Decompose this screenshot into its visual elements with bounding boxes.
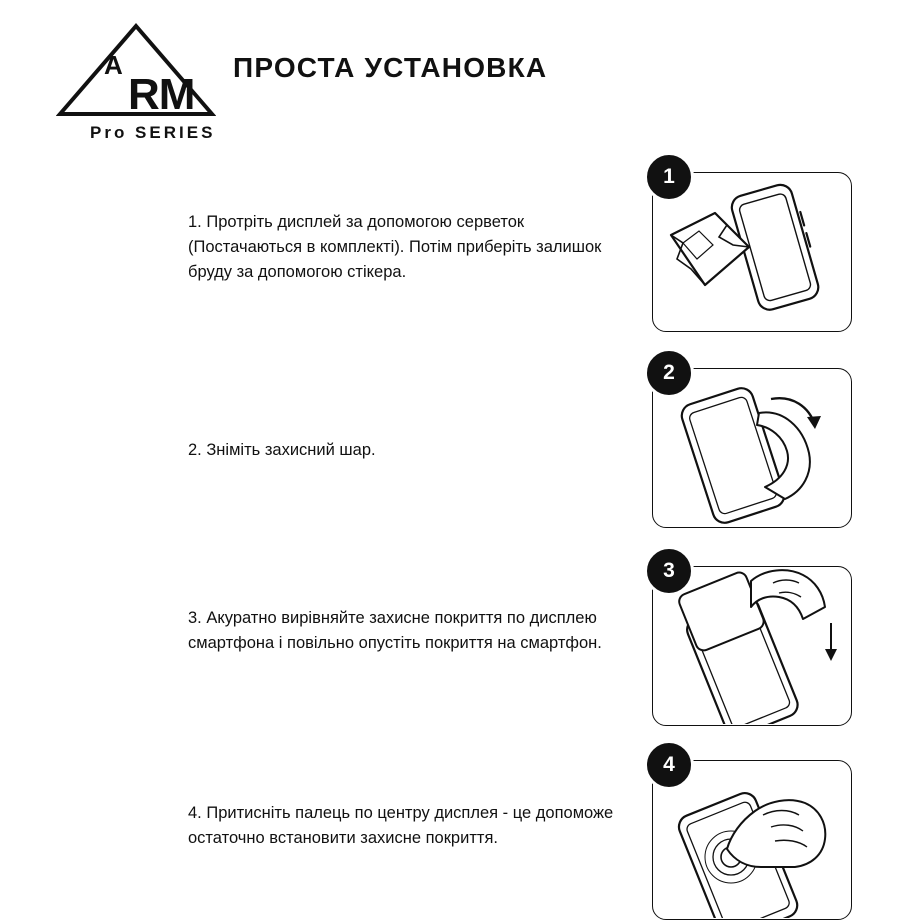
logo-tagline: Pro SERIES xyxy=(90,123,216,142)
logo-letter-a: A xyxy=(104,50,123,80)
brand-logo xyxy=(56,22,216,142)
step-3-text: 3. Акуратно вирівняйте захисне покриття по дисплею смартфона і повільно опустіть покриття на смартфон. xyxy=(188,609,602,652)
step-2-text: 2. Зніміть захисний шар. xyxy=(188,441,376,459)
step-4-badge: 4 xyxy=(644,740,694,790)
step-3-badge: 3 xyxy=(644,546,694,596)
page-title: ПРОСТА УСТАНОВКА xyxy=(233,52,548,83)
step-1-text: 1. Протріть дисплей за допомогою серветок (Постачаються в комплекті). Потім приберіть залишок бруду за допомогою стікера. xyxy=(188,213,602,281)
step-1-badge: 1 xyxy=(644,152,694,202)
step-2-badge: 2 xyxy=(644,348,694,398)
step-4-text: 4. Притисніть палець по центру дисплея - це допоможе остаточно встановити захисне покриття. xyxy=(188,804,614,847)
logo-name: RM xyxy=(128,70,195,119)
